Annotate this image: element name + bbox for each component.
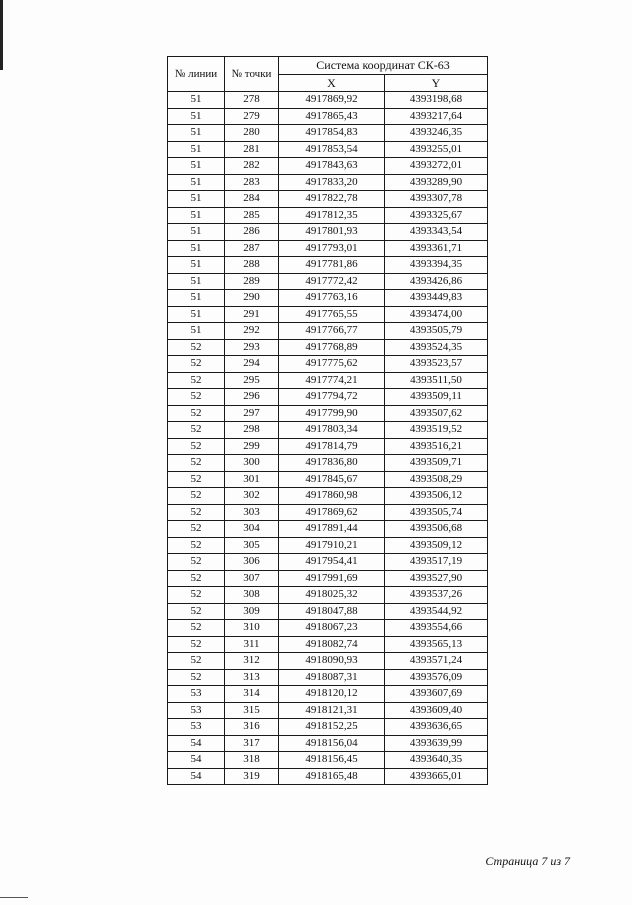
cell-x: 4918047,88 bbox=[279, 603, 385, 620]
cell-point-number: 310 bbox=[225, 620, 279, 637]
cell-x: 4917822,78 bbox=[279, 191, 385, 208]
table-row bbox=[168, 339, 488, 356]
cell-point-number: 311 bbox=[225, 636, 279, 653]
cell-line-number: 52 bbox=[168, 405, 225, 422]
cell-line-number: 52 bbox=[168, 554, 225, 571]
cell-point-number: 301 bbox=[225, 471, 279, 488]
cell-y: 4393474,00 bbox=[385, 306, 488, 323]
table-row bbox=[168, 471, 488, 488]
cell-y: 4393607,69 bbox=[385, 686, 488, 703]
table-row bbox=[168, 504, 488, 521]
table-row bbox=[168, 554, 488, 571]
cell-point-number: 300 bbox=[225, 455, 279, 472]
page-number: Страница 7 из 7 bbox=[485, 854, 570, 868]
table-row bbox=[168, 455, 488, 472]
cell-x: 4917801,93 bbox=[279, 224, 385, 241]
cell-line-number: 51 bbox=[168, 224, 225, 241]
cell-y: 4393509,11 bbox=[385, 389, 488, 406]
cell-point-number: 299 bbox=[225, 438, 279, 455]
cell-x: 4918156,45 bbox=[279, 752, 385, 769]
header-x: X bbox=[279, 74, 385, 92]
cell-x: 4917833,20 bbox=[279, 174, 385, 191]
coordinates-table bbox=[167, 56, 488, 785]
table-row bbox=[168, 686, 488, 703]
cell-y: 4393198,68 bbox=[385, 92, 488, 109]
cell-point-number: 295 bbox=[225, 372, 279, 389]
table-row bbox=[168, 92, 488, 109]
cell-y: 4393343,54 bbox=[385, 224, 488, 241]
cell-y: 4393507,62 bbox=[385, 405, 488, 422]
table-row bbox=[168, 158, 488, 175]
table-row bbox=[168, 702, 488, 719]
cell-x: 4917869,62 bbox=[279, 504, 385, 521]
cell-y: 4393509,12 bbox=[385, 537, 488, 554]
cell-point-number: 303 bbox=[225, 504, 279, 521]
header-y: Y bbox=[385, 74, 488, 92]
cell-point-number: 304 bbox=[225, 521, 279, 538]
cell-x: 4918165,48 bbox=[279, 768, 385, 785]
table-row bbox=[168, 768, 488, 785]
table-row bbox=[168, 257, 488, 274]
table-row bbox=[168, 570, 488, 587]
cell-point-number: 314 bbox=[225, 686, 279, 703]
table-row bbox=[168, 537, 488, 554]
cell-point-number: 296 bbox=[225, 389, 279, 406]
cell-y: 4393519,52 bbox=[385, 422, 488, 439]
table-row bbox=[168, 636, 488, 653]
cell-x: 4918067,23 bbox=[279, 620, 385, 637]
cell-line-number: 52 bbox=[168, 471, 225, 488]
cell-line-number: 51 bbox=[168, 108, 225, 125]
table-row bbox=[168, 422, 488, 439]
cell-line-number: 54 bbox=[168, 752, 225, 769]
table-row bbox=[168, 438, 488, 455]
cell-point-number: 290 bbox=[225, 290, 279, 307]
cell-y: 4393272,01 bbox=[385, 158, 488, 175]
cell-line-number: 51 bbox=[168, 273, 225, 290]
cell-x: 4917774,21 bbox=[279, 372, 385, 389]
cell-point-number: 307 bbox=[225, 570, 279, 587]
cell-y: 4393544,92 bbox=[385, 603, 488, 620]
cell-line-number: 52 bbox=[168, 603, 225, 620]
cell-y: 4393527,90 bbox=[385, 570, 488, 587]
cell-line-number: 51 bbox=[168, 257, 225, 274]
cell-y: 4393217,64 bbox=[385, 108, 488, 125]
table-row bbox=[168, 273, 488, 290]
cell-x: 4918152,25 bbox=[279, 719, 385, 736]
cell-point-number: 281 bbox=[225, 141, 279, 158]
cell-line-number: 52 bbox=[168, 356, 225, 373]
cell-y: 4393505,74 bbox=[385, 504, 488, 521]
cell-x: 4917772,42 bbox=[279, 273, 385, 290]
cell-line-number: 51 bbox=[168, 158, 225, 175]
cell-point-number: 317 bbox=[225, 735, 279, 752]
cell-y: 4393565,13 bbox=[385, 636, 488, 653]
cell-line-number: 51 bbox=[168, 290, 225, 307]
cell-line-number: 51 bbox=[168, 125, 225, 142]
cell-point-number: 318 bbox=[225, 752, 279, 769]
table-row bbox=[168, 653, 488, 670]
cell-point-number: 308 bbox=[225, 587, 279, 604]
cell-point-number: 306 bbox=[225, 554, 279, 571]
table-row bbox=[168, 620, 488, 637]
cell-x: 4918156,04 bbox=[279, 735, 385, 752]
cell-x: 4917836,80 bbox=[279, 455, 385, 472]
table-row bbox=[168, 306, 488, 323]
cell-x: 4917775,62 bbox=[279, 356, 385, 373]
page-edge-mark bbox=[0, 0, 3, 70]
cell-x: 4917845,67 bbox=[279, 471, 385, 488]
header-point-number: № точки bbox=[225, 57, 279, 92]
cell-x: 4918087,31 bbox=[279, 669, 385, 686]
cell-y: 4393571,24 bbox=[385, 653, 488, 670]
cell-x: 4917843,63 bbox=[279, 158, 385, 175]
cell-y: 4393505,79 bbox=[385, 323, 488, 340]
cell-point-number: 297 bbox=[225, 405, 279, 422]
cell-line-number: 52 bbox=[168, 455, 225, 472]
cell-line-number: 51 bbox=[168, 191, 225, 208]
cell-line-number: 51 bbox=[168, 306, 225, 323]
table-row bbox=[168, 290, 488, 307]
cell-line-number: 51 bbox=[168, 174, 225, 191]
cell-y: 4393509,71 bbox=[385, 455, 488, 472]
cell-line-number: 51 bbox=[168, 240, 225, 257]
cell-y: 4393511,50 bbox=[385, 372, 488, 389]
cell-point-number: 287 bbox=[225, 240, 279, 257]
table-row bbox=[168, 240, 488, 257]
cell-point-number: 293 bbox=[225, 339, 279, 356]
cell-point-number: 319 bbox=[225, 768, 279, 785]
cell-x: 4917781,86 bbox=[279, 257, 385, 274]
cell-point-number: 288 bbox=[225, 257, 279, 274]
cell-x: 4917954,41 bbox=[279, 554, 385, 571]
cell-point-number: 315 bbox=[225, 702, 279, 719]
cell-line-number: 52 bbox=[168, 669, 225, 686]
table-row bbox=[168, 372, 488, 389]
table-row bbox=[168, 521, 488, 538]
cell-y: 4393639,99 bbox=[385, 735, 488, 752]
cell-point-number: 285 bbox=[225, 207, 279, 224]
table-row bbox=[168, 207, 488, 224]
cell-line-number: 52 bbox=[168, 504, 225, 521]
table-row bbox=[168, 719, 488, 736]
cell-x: 4917793,01 bbox=[279, 240, 385, 257]
table-row bbox=[168, 735, 488, 752]
cell-line-number: 51 bbox=[168, 141, 225, 158]
cell-point-number: 279 bbox=[225, 108, 279, 125]
cell-x: 4918082,74 bbox=[279, 636, 385, 653]
cell-line-number: 52 bbox=[168, 521, 225, 538]
cell-x: 4917865,43 bbox=[279, 108, 385, 125]
cell-x: 4917803,34 bbox=[279, 422, 385, 439]
cell-y: 4393449,83 bbox=[385, 290, 488, 307]
header-line-number: № линии bbox=[168, 57, 225, 92]
cell-y: 4393609,40 bbox=[385, 702, 488, 719]
cell-x: 4917860,98 bbox=[279, 488, 385, 505]
cell-x: 4918090,93 bbox=[279, 653, 385, 670]
cell-point-number: 284 bbox=[225, 191, 279, 208]
cell-x: 4917799,90 bbox=[279, 405, 385, 422]
cell-y: 4393255,01 bbox=[385, 141, 488, 158]
cell-y: 4393523,57 bbox=[385, 356, 488, 373]
cell-y: 4393506,68 bbox=[385, 521, 488, 538]
cell-x: 4917763,16 bbox=[279, 290, 385, 307]
cell-x: 4918120,12 bbox=[279, 686, 385, 703]
cell-y: 4393426,86 bbox=[385, 273, 488, 290]
cell-x: 4917765,55 bbox=[279, 306, 385, 323]
cell-line-number: 53 bbox=[168, 719, 225, 736]
table-row bbox=[168, 488, 488, 505]
cell-y: 4393508,29 bbox=[385, 471, 488, 488]
cell-line-number: 52 bbox=[168, 587, 225, 604]
cell-x: 4917812,35 bbox=[279, 207, 385, 224]
table-row bbox=[168, 669, 488, 686]
cell-y: 4393506,12 bbox=[385, 488, 488, 505]
cell-x: 4918121,31 bbox=[279, 702, 385, 719]
cell-y: 4393289,90 bbox=[385, 174, 488, 191]
cell-x: 4917768,89 bbox=[279, 339, 385, 356]
cell-line-number: 52 bbox=[168, 438, 225, 455]
cell-x: 4918025,32 bbox=[279, 587, 385, 604]
table-row bbox=[168, 752, 488, 769]
coordinates-table-container bbox=[167, 56, 487, 785]
cell-line-number: 54 bbox=[168, 768, 225, 785]
cell-y: 4393554,66 bbox=[385, 620, 488, 637]
cell-point-number: 312 bbox=[225, 653, 279, 670]
cell-point-number: 302 bbox=[225, 488, 279, 505]
table-row bbox=[168, 587, 488, 604]
cell-line-number: 51 bbox=[168, 323, 225, 340]
cell-y: 4393517,19 bbox=[385, 554, 488, 571]
cell-point-number: 298 bbox=[225, 422, 279, 439]
cell-line-number: 53 bbox=[168, 702, 225, 719]
cell-y: 4393246,35 bbox=[385, 125, 488, 142]
cell-y: 4393524,35 bbox=[385, 339, 488, 356]
cell-x: 4917910,21 bbox=[279, 537, 385, 554]
cell-y: 4393537,26 bbox=[385, 587, 488, 604]
cell-point-number: 313 bbox=[225, 669, 279, 686]
bottom-edge-mark bbox=[0, 897, 28, 898]
table-row bbox=[168, 603, 488, 620]
cell-point-number: 316 bbox=[225, 719, 279, 736]
table-body bbox=[168, 92, 488, 785]
table-row bbox=[168, 141, 488, 158]
cell-line-number: 52 bbox=[168, 372, 225, 389]
cell-y: 4393325,67 bbox=[385, 207, 488, 224]
cell-point-number: 280 bbox=[225, 125, 279, 142]
cell-line-number: 52 bbox=[168, 488, 225, 505]
cell-x: 4917853,54 bbox=[279, 141, 385, 158]
cell-y: 4393665,01 bbox=[385, 768, 488, 785]
table-row bbox=[168, 356, 488, 373]
cell-point-number: 294 bbox=[225, 356, 279, 373]
cell-line-number: 52 bbox=[168, 537, 225, 554]
cell-point-number: 292 bbox=[225, 323, 279, 340]
cell-point-number: 289 bbox=[225, 273, 279, 290]
cell-point-number: 291 bbox=[225, 306, 279, 323]
cell-y: 4393361,71 bbox=[385, 240, 488, 257]
cell-x: 4917854,83 bbox=[279, 125, 385, 142]
table-row bbox=[168, 108, 488, 125]
cell-line-number: 54 bbox=[168, 735, 225, 752]
cell-y: 4393636,65 bbox=[385, 719, 488, 736]
header-coordinate-system: Система координат СК-63 bbox=[279, 57, 488, 75]
cell-y: 4393394,35 bbox=[385, 257, 488, 274]
cell-line-number: 52 bbox=[168, 570, 225, 587]
cell-point-number: 309 bbox=[225, 603, 279, 620]
cell-point-number: 286 bbox=[225, 224, 279, 241]
table-row bbox=[168, 323, 488, 340]
cell-y: 4393576,09 bbox=[385, 669, 488, 686]
table-row bbox=[168, 174, 488, 191]
cell-x: 4917891,44 bbox=[279, 521, 385, 538]
cell-line-number: 52 bbox=[168, 636, 225, 653]
table-row bbox=[168, 191, 488, 208]
cell-line-number: 52 bbox=[168, 653, 225, 670]
cell-x: 4917991,69 bbox=[279, 570, 385, 587]
cell-line-number: 52 bbox=[168, 422, 225, 439]
cell-point-number: 283 bbox=[225, 174, 279, 191]
cell-point-number: 282 bbox=[225, 158, 279, 175]
cell-y: 4393640,35 bbox=[385, 752, 488, 769]
cell-point-number: 305 bbox=[225, 537, 279, 554]
cell-line-number: 52 bbox=[168, 620, 225, 637]
cell-x: 4917766,77 bbox=[279, 323, 385, 340]
cell-line-number: 51 bbox=[168, 92, 225, 109]
cell-x: 4917814,79 bbox=[279, 438, 385, 455]
cell-line-number: 51 bbox=[168, 207, 225, 224]
table-row bbox=[168, 125, 488, 142]
cell-x: 4917794,72 bbox=[279, 389, 385, 406]
cell-x: 4917869,92 bbox=[279, 92, 385, 109]
cell-y: 4393307,78 bbox=[385, 191, 488, 208]
table-row bbox=[168, 405, 488, 422]
cell-line-number: 53 bbox=[168, 686, 225, 703]
cell-line-number: 52 bbox=[168, 339, 225, 356]
cell-point-number: 278 bbox=[225, 92, 279, 109]
table-row bbox=[168, 389, 488, 406]
cell-y: 4393516,21 bbox=[385, 438, 488, 455]
table-row bbox=[168, 224, 488, 241]
cell-line-number: 52 bbox=[168, 389, 225, 406]
